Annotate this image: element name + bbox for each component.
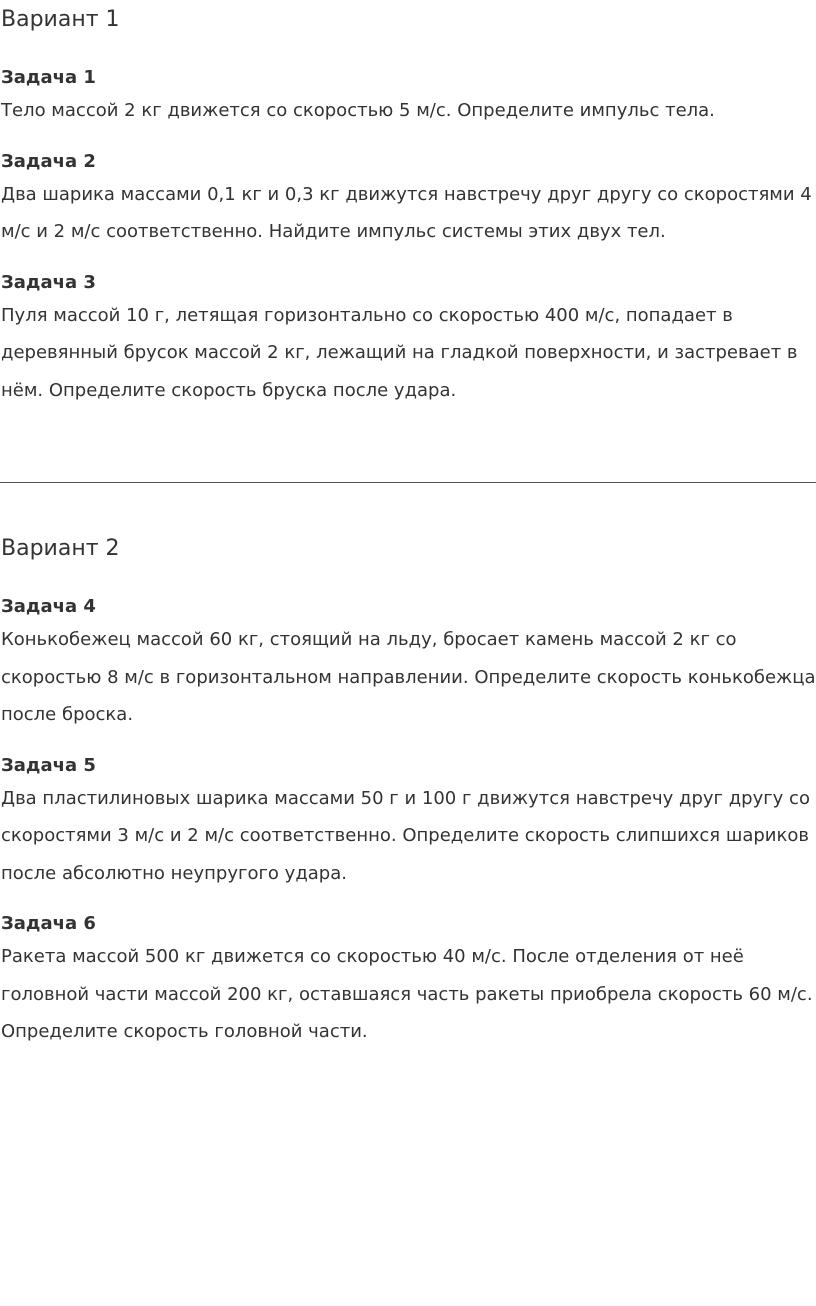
task-3-title: Задача 3 — [1, 271, 96, 293]
task-2-title: Задача 2 — [1, 150, 96, 172]
task-6 — [1, 910, 816, 1051]
task-6-text: Ракета массой 500 кг движется со скоростью 40 м/с. После отделения от неё головной части массой 200 кг, оставшаяся часть ракеты приобрела скорость 60 м/с. Определите скорость головной части. — [1, 946, 813, 1042]
task-3-text: Пуля массой 10 г, летящая горизонтально со скоростью 400 м/с, попадает в деревянный брусок массой 2 кг, лежащий на гладкой поверхности, и застревает в нём. Определите скорость бруска после удара. — [1, 304, 798, 401]
task-1-text: Тело массой 2 кг движется со скоростью 5 м/с. Определите импульс тела. — [1, 100, 715, 121]
task-2-text: Два шарика массами 0,1 кг и 0,3 кг движутся навстречу друг другу со скоростями 4 м/с и 2 м/с соответственно. Найдите импульс системы этих двух тел. — [1, 183, 812, 242]
task-4 — [1, 593, 816, 734]
variant-1-title: Вариант 1 — [1, 7, 120, 32]
task-4-text: Конькобежец массой 60 кг, стоящий на льду, бросает камень массой 2 кг со скоростью 8 м/с в горизонтальном направлении. Определите скорость конькобежца после броска. — [1, 629, 816, 725]
task-1 — [1, 64, 816, 130]
task-3 — [1, 269, 816, 410]
task-6-title: Задача 6 — [1, 913, 96, 934]
task-5-text: Два пластилиновых шарика массами 50 г и 100 г движутся навстречу друг другу со скоростями 3 м/с и 2 м/с соответственно. Определите скорость слипшихся шариков после абсолютно неупругого удара. — [1, 787, 810, 884]
task-1-title: Задача 1 — [1, 67, 96, 88]
task-2 — [1, 148, 816, 251]
variant-1-section — [1, 2, 816, 409]
variant-2-section — [1, 531, 816, 1051]
task-5 — [1, 752, 816, 893]
task-4-title: Задача 4 — [1, 596, 96, 617]
variant-2-title: Вариант 2 — [1, 536, 120, 561]
section-divider — [0, 482, 816, 483]
task-5-title: Задача 5 — [1, 754, 96, 776]
